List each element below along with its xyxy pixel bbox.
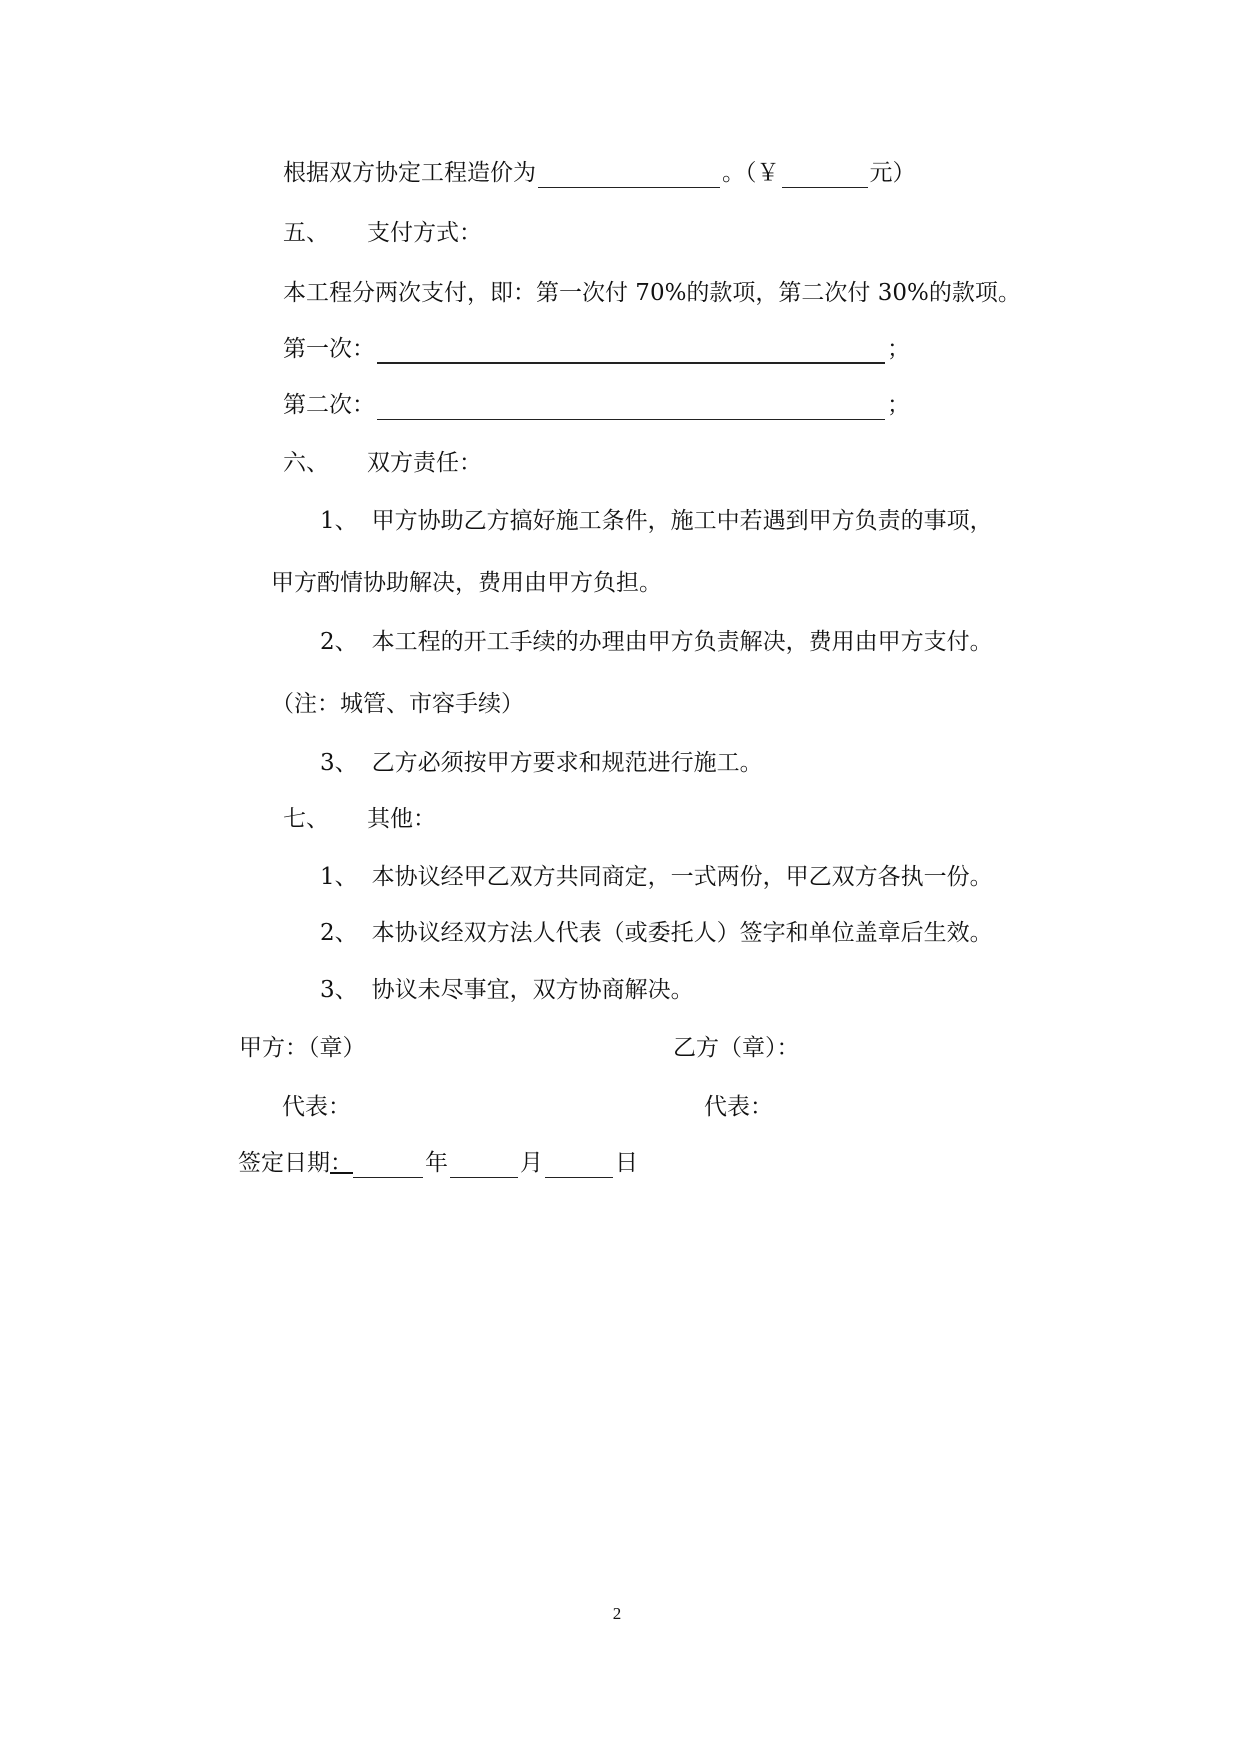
other-item-1 bbox=[320, 862, 993, 892]
section-seven-heading bbox=[283, 804, 436, 834]
contract-price-blank[interactable] bbox=[538, 163, 720, 188]
currency-close: 元） bbox=[869, 160, 916, 186]
section-title: 其他： bbox=[367, 806, 436, 832]
party-a-representative: 代表： bbox=[282, 1094, 351, 1120]
duty-item-1-continued: 甲方酌情协助解决，费用由甲方负担。 bbox=[271, 570, 662, 596]
item-number: 2、 bbox=[320, 629, 358, 655]
line-end-mark: ； bbox=[887, 336, 910, 362]
payment-description: 本工程分两次支付，即：第一次付 70%的款项，第二次付 30%的款项。 bbox=[283, 280, 1021, 306]
other-item-3 bbox=[320, 975, 694, 1005]
item-number: 1、 bbox=[320, 864, 358, 890]
item-text: 乙方必须按甲方要求和规范进行施工。 bbox=[371, 750, 763, 776]
first-payment-blank[interactable] bbox=[377, 338, 885, 364]
section-title: 支付方式： bbox=[367, 220, 482, 246]
year-blank[interactable] bbox=[353, 1153, 423, 1178]
section-number: 六、 bbox=[283, 450, 329, 476]
month-blank[interactable] bbox=[450, 1153, 518, 1178]
line-end-mark: ； bbox=[887, 392, 910, 418]
party-b-representative: 代表： bbox=[704, 1094, 773, 1120]
duty-item-2-note: （注：城管、市容手续） bbox=[271, 691, 524, 717]
party-b-seal: 乙方（章）： bbox=[673, 1035, 800, 1061]
duty-item-1 bbox=[320, 506, 993, 536]
item-text: 本协议经甲乙双方共同商定，一式两份，甲乙双方各执一份。 bbox=[371, 864, 993, 890]
signing-date-line bbox=[238, 1148, 638, 1178]
first-payment-label: 第一次： bbox=[283, 336, 375, 362]
page-number: 2 bbox=[612, 1604, 622, 1623]
second-payment-blank[interactable] bbox=[377, 395, 885, 420]
item-number: 3、 bbox=[320, 750, 358, 776]
duty-item-2 bbox=[320, 627, 993, 657]
month-label: 月 bbox=[520, 1150, 543, 1176]
duty-item-3 bbox=[320, 748, 763, 778]
party-a-seal: 甲方：（章） bbox=[239, 1035, 366, 1061]
section-five-heading bbox=[283, 218, 482, 248]
section-number: 五、 bbox=[283, 220, 329, 246]
amount-blank[interactable] bbox=[782, 163, 868, 188]
item-number: 3、 bbox=[320, 977, 358, 1003]
item-text: 甲方协助乙方搞好施工条件，施工中若遇到甲方负责的事项， bbox=[371, 508, 993, 534]
second-payment-label: 第二次： bbox=[283, 392, 375, 418]
contract-price-label: 根据双方协定工程造价为 bbox=[283, 160, 536, 186]
section-number: 七、 bbox=[283, 806, 329, 832]
date-colon: ： bbox=[330, 1150, 353, 1176]
contract-price-line bbox=[283, 158, 916, 188]
day-label: 日 bbox=[615, 1150, 638, 1176]
item-text: 本协议经双方法人代表（或委托人）签字和单位盖章后生效。 bbox=[371, 920, 993, 946]
section-title: 双方责任： bbox=[367, 450, 482, 476]
currency-open: 。（￥ bbox=[722, 160, 780, 186]
signing-date-label: 签定日期 bbox=[238, 1150, 330, 1176]
item-text: 本工程的开工手续的办理由甲方负责解决，费用由甲方支付。 bbox=[371, 629, 993, 655]
second-payment-line bbox=[283, 390, 910, 420]
first-payment-line bbox=[283, 334, 910, 364]
item-text: 协议未尽事宜，双方协商解决。 bbox=[371, 977, 694, 1003]
item-number: 2、 bbox=[320, 920, 358, 946]
day-blank[interactable] bbox=[545, 1153, 613, 1178]
section-six-heading bbox=[283, 448, 482, 478]
other-item-2 bbox=[320, 918, 993, 948]
year-label: 年 bbox=[425, 1150, 448, 1176]
item-number: 1、 bbox=[320, 508, 358, 534]
